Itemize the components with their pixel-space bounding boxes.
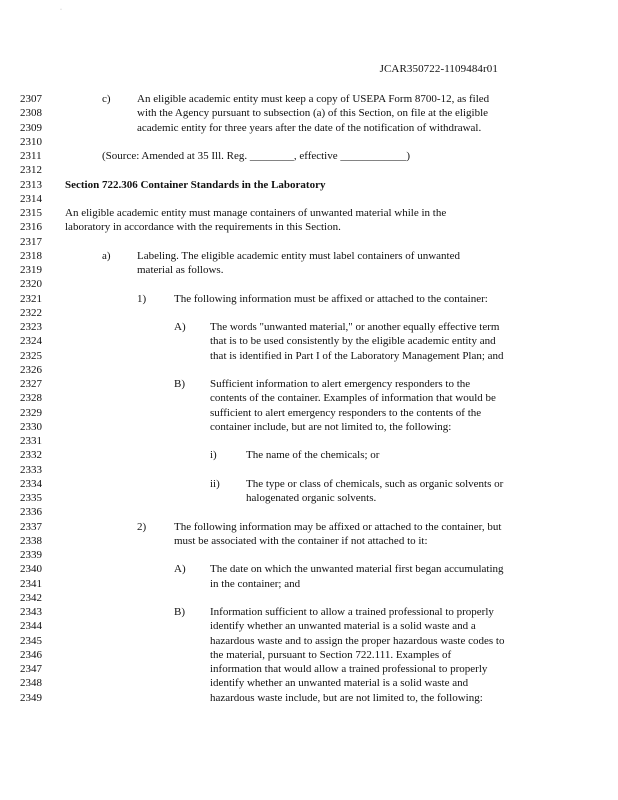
section-heading: Section 722.306 Container Standards in the Laboratory bbox=[65, 178, 326, 191]
text-line: (Source: Amended at 35 Ill. Reg. ________, effective ____________) bbox=[102, 150, 411, 162]
text-line: An eligible academic entity must keep a copy of USEPA Form 8700-12, as filed bbox=[137, 93, 490, 105]
list-label: ii) bbox=[210, 477, 220, 490]
line-number: 2329 bbox=[20, 406, 42, 419]
text-line: The name of the chemicals; or bbox=[246, 449, 380, 462]
line-number: 2324 bbox=[20, 335, 42, 348]
text-line: hazardous waste include, but are not limited to, the following: bbox=[210, 691, 483, 704]
line-number: 2314 bbox=[20, 192, 42, 205]
text-line: with the Agency pursuant to subsection (a) of this Section, on file at the eligible bbox=[137, 107, 489, 120]
list-label: A) bbox=[174, 563, 186, 576]
line-number: 2334 bbox=[20, 477, 42, 490]
line-number: 2316 bbox=[20, 221, 42, 234]
line-number: 2342 bbox=[20, 591, 42, 604]
text-line: laboratory in accordance with the requirements in this Section. bbox=[65, 221, 341, 234]
line-number: 2337 bbox=[20, 520, 42, 533]
line-number: 2308 bbox=[20, 107, 42, 120]
line-number: 2318 bbox=[20, 249, 42, 262]
line-number: 2319 bbox=[20, 264, 42, 276]
line-number: 2317 bbox=[20, 235, 42, 248]
text-line: identify whether an unwanted material is a solid waste and bbox=[210, 677, 469, 690]
text-line: halogenated organic solvents. bbox=[246, 492, 377, 504]
text-line: that is identified in Part I of the Laboratory Management Plan; and bbox=[210, 349, 504, 362]
line-number: 2321 bbox=[20, 292, 42, 305]
text-line: the material, pursuant to Section 722.111. Examples of bbox=[210, 648, 452, 661]
line-number: 2322 bbox=[20, 306, 42, 319]
text-line: academic entity for three years after the date of the notification of withdrawal. bbox=[137, 121, 482, 134]
line-number: 2320 bbox=[20, 278, 42, 291]
document-id: JCAR350722-1109484r01 bbox=[379, 63, 498, 75]
line-number: 2345 bbox=[20, 634, 42, 647]
line-number: 2332 bbox=[20, 449, 42, 462]
text-line: identify whether an unwanted material is a solid waste and a bbox=[210, 620, 476, 633]
text-line: The following information must be affixed or attached to the container: bbox=[174, 292, 488, 305]
line-number: 2336 bbox=[20, 506, 42, 519]
scan-mark: · bbox=[60, 7, 62, 13]
line-number: 2328 bbox=[20, 392, 42, 405]
line-number: 2348 bbox=[20, 677, 42, 690]
line-number: 2333 bbox=[20, 463, 42, 476]
text-line: container include, but are not limited to, the following: bbox=[210, 420, 452, 433]
list-label: i) bbox=[210, 449, 217, 462]
line-number: 2347 bbox=[20, 663, 42, 675]
line-number: 2313 bbox=[20, 178, 42, 191]
list-label: 2) bbox=[137, 520, 147, 533]
list-label: B) bbox=[174, 606, 185, 618]
text-line: material as follows. bbox=[137, 264, 224, 276]
line-number: 2346 bbox=[20, 648, 42, 661]
line-number: 2311 bbox=[20, 150, 42, 162]
text-line: An eligible academic entity must manage containers of unwanted material while in the bbox=[65, 207, 447, 219]
line-number: 2323 bbox=[20, 321, 42, 333]
text-line: contents of the container. Examples of information that would be bbox=[210, 392, 496, 405]
line-number: 2312 bbox=[20, 164, 42, 177]
text-line: The type or class of chemicals, such as organic solvents or bbox=[246, 477, 504, 490]
list-label: c) bbox=[102, 93, 111, 105]
line-number: 2307 bbox=[20, 93, 42, 105]
line-number: 2341 bbox=[20, 577, 42, 590]
line-number: 2309 bbox=[20, 121, 42, 134]
text-line: Sufficient information to alert emergency responders to the bbox=[210, 378, 471, 390]
line-number: 2330 bbox=[20, 420, 42, 433]
text-line: must be associated with the container if not attached to it: bbox=[174, 534, 428, 547]
text-line: information that would allow a trained professional to properly bbox=[210, 663, 488, 675]
list-label: a) bbox=[102, 249, 111, 262]
line-number: 2310 bbox=[20, 135, 42, 148]
list-label: B) bbox=[174, 378, 185, 390]
text-line: The date on which the unwanted material first began accumulating bbox=[210, 563, 504, 576]
text-line: that is to be used consistently by the eligible academic entity and bbox=[210, 335, 496, 348]
line-number: 2344 bbox=[20, 620, 42, 633]
line-number: 2340 bbox=[20, 563, 42, 576]
text-line: The following information may be affixed or attached to the container, but bbox=[174, 520, 502, 533]
text-line: Information sufficient to allow a trained professional to properly bbox=[210, 606, 494, 618]
line-number: 2327 bbox=[20, 378, 42, 390]
list-label: A) bbox=[174, 321, 186, 333]
line-number: 2335 bbox=[20, 492, 42, 504]
text-line: hazardous waste and to assign the proper hazardous waste codes to bbox=[210, 634, 505, 647]
text-line: sufficient to alert emergency responders to the contents of the bbox=[210, 406, 482, 419]
text-line: The words "unwanted material," or another equally effective term bbox=[210, 321, 500, 333]
text-line: Labeling. The eligible academic entity must label containers of unwanted bbox=[137, 249, 460, 262]
list-label: 1) bbox=[137, 292, 147, 305]
line-number: 2315 bbox=[20, 207, 42, 219]
line-number: 2326 bbox=[20, 363, 42, 376]
line-number: 2339 bbox=[20, 549, 42, 561]
line-number: 2343 bbox=[20, 606, 42, 618]
line-number: 2349 bbox=[20, 691, 42, 704]
line-number: 2338 bbox=[20, 534, 42, 547]
line-number: 2331 bbox=[20, 435, 42, 447]
text-line: in the container; and bbox=[210, 577, 301, 590]
line-number: 2325 bbox=[20, 349, 42, 362]
